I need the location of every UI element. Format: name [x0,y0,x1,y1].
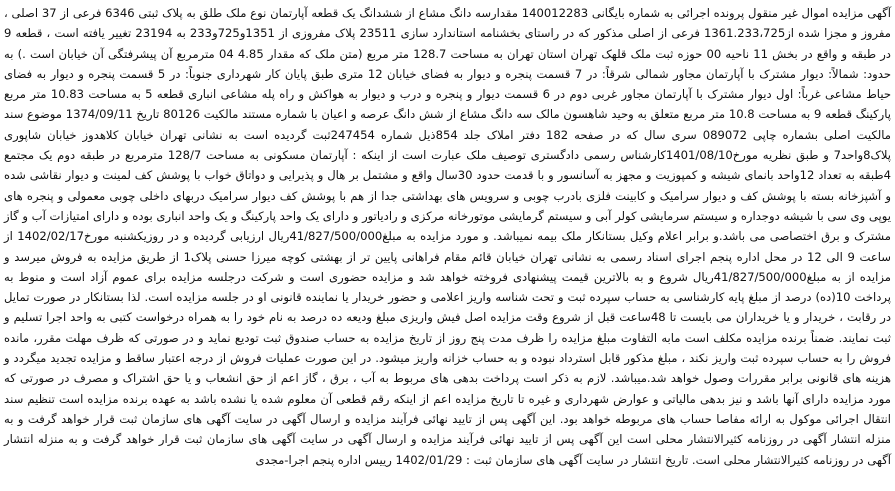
notice-body-text: آگهی مزایده اموال غیر منقول پرونده اجرائی به شماره بایگانی 140012283 مقدارسه دانگ مشاع از ششدانگ یک قطعه آپارتمان نوع ملک طلق به پلاک ثبتی 6346 فرعی از 37 اصلی ، مفروز و مجزا شده از1361.233،725 فرعی از اصلی مذکور که در راستای بخشنامه استاندارد سازی 23511 پلاک مفروزی از 1351و725و233 به 23194 تغییر یافته است ، قطعه 9 در طبقه و واقع در بخش 11 ناحیه 00 حوزه ثبت ملک قلهک تهران استان تهران به مساحت 128.7 متر مربع (متن ملک که مقدار 4.85 04 مترمربع آن پیشرفتگی آن خیابان است .) به حدود: شمالاً: دیوار مشترک با آپارتمان مجاور شمالی شرقاً: در 7 قسمت پنجره و دیوار به فضای خیابان 12 متری طبق پایان کار شهرداری جنوباً: در 5 قسمت پنجره و دیوار به فضای حیاط مشاعی غرباً: اول دیوار مشترک با آپارتمان مجاور غربی دوم در 6 قسمت دیوار و پنجره و درب و دیوار به هواکش و راه پله مشاعی انباری قطعه 5 به مساحت 10.83 متر مربع پارکینگ قطعه 9 به مساحت 10.8 متر مربع متعلق به وحید شاهسون مالک سه دانگ مشاع از شش دانگ عرصه و اعیان با شماره مستند مالکیت 80126 تاریخ 1374/09/11 موضوع سند مالکیت اصلی بشماره چاپی 089072 سری سال که در صفحه 182 دفتر املاک جلد 854ذیل شماره 247454ثبت گردیده است به نشانی تهران خیابان کلاهدوز خیابان شاپوری پلاک8واحد7 و طبق نظریه مورخ1401/08/10کارشناس رسمی دادگستری توصیف ملک عبارت است از اینکه : آپارتمان مسکونی به مساحت 128/7 مترمربع در طبقه دوم یک مجتمع 4طبقه به تعداد 12واحد بانمای شیشه و کمپوزیت و مجهز به آسانسور و با قدمت حدود 30سال واقع و مشتمل بر هال و پذیرایی و دواتاق خواب با پوشش کف لمینت و دیوار نقاشی شده و آشپزخانه بسته با پوشش کف و دیوار سرامیک و کابینت فلزی بادرب چوبی و سرویس های بهداشتی جدا از هم با پوشش کف دیوار سرامیک دربهای داخلی چوبی معمولی و پنجره های یوپی وی سی با شیشه دوجداره و سیستم سرمایشی کولر آبی و سیستم گرمایشی موتورخانه مرکزی و رادیاتور و دارای یک واحد پارکینگ و یک واحد انباری بوده و دارای امتیازات آب و گاز مشترک و برق اختصاصی می باشد.و برابر اعلام وکیل بستانکار ملک بیمه نمیباشد. و مورد مزایده به مبلغ41/827/500/000ریال ارزیابی گردیده و در روزیکشنبه مورخ1402/02/17 از ساعت 9 الی 12 در محل اداره پنجم اجرای اسناد رسمی به نشانی تهران خیابان قائم مقام فراهانی پایین تر از بهشتی کوچه میرزا حسنی پلاک1 از طریق مزایده به فروش میرسد و مزایده از به مبلغ41/827/500/000ریال شروع و به بالاترین قیمت پیشنهادی فروخته خواهد شد و مزایده حضوری است و شرکت درجلسه مزایده برای عموم آزاد است و منوط به پرداخت 10(ده) درصد از مبلغ پایه کارشناسی به حساب سپرده ثبت و تحت شناسه واریز اعلامی و حضور خریدار یا نماینده قانونی او در جلسه مزایده است. لذا بستانکار در صورت تمایل در رقابت ، خریدار و یا خریداران می بایست تا 48ساعت قبل از شروع وقت مزایده اصل فیش واریزی مبلغ ودیعه ده درصد به نام خود را به همراه درخواست کتبی به واحد اجرا تسلیم و ثبت نمایند. ضمناً برنده مزایده مکلف است مابه التفاوت مبلغ مزایده را ظرف مدت پنج روز از تاریخ مزایده به حساب صندوق ثبت تودیع نماید و در صورتی که ظرف مهلت مقرر، مانده فروش را به حساب سپرده ثبت واریز نکند ، مبلغ مذکور قابل استرداد نبوده و به حساب خزانه واریز میشود. در این صورت عملیات فروش از درجه اعتبار ساقط و مزایده تجدید میگردد و هزینه های قانونی برابر مقررات وصول خواهد شد.میباشد. لازم به ذکر است پرداخت بدهی های مربوط به آب ، برق ، گاز اعم از حق انشعاب و یا حق اشتراک و مصرف در صورتی که مورد مزایده دارای آنها باشد و نیز بدهی مالیاتی و عوارض شهرداری و غیره تا تاریخ مزایده اعم از اینکه رقم قطعی آن معلوم شده یا نشده باشد به عهده برنده مزایده است تنظیم سند انتقال اجرائی موکول به ارائه مفاصا حساب های مربوطه خواهد بود. این آگهی پس از تایید نهائی فرآیند مزایده و ارسال آگهی در سایت آگهی های سازمان ثبت قرار خواهد گرفت و به منزله انتشار آگهی در روزنامه کثیرالانتشار محلی است این آگهی پس از تایید نهائی فرآیند مزایده و ارسال آگهی در سایت آگهی های سازمان ثبت قرار خواهد گرفت و به منزله انتشار آگهی در روزنامه کثیرالانتشار محلی است. تاریخ انتشار در سایت آگهی های سازمان ثبت : 1402/01/29 رییس اداره پنجم اجرا-مجدی [4,6,892,467]
